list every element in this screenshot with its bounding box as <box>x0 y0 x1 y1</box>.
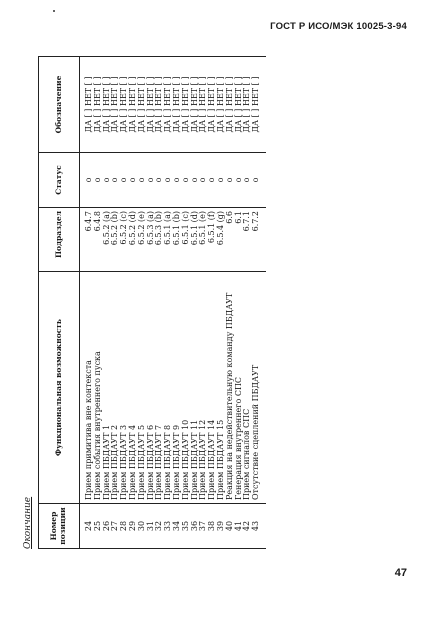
cell-status: о <box>199 153 208 208</box>
cell-designation: ДА [ ] НЕТ [ ] <box>208 57 217 153</box>
cell-position-number: 26 <box>103 504 112 549</box>
cell-designation: ДА [ ] НЕТ [ ] <box>164 57 173 153</box>
cell-position-number: 37 <box>199 504 208 549</box>
cell-designation: ДА [ ] НЕТ [ ] <box>94 57 103 153</box>
cell-functional-capability: Прием ПБДАУТ 3 <box>120 272 129 504</box>
cell-subsection: 6.1 <box>235 208 244 272</box>
page-number: 47 <box>394 567 407 579</box>
cell-functional-capability: Прием ПБДАУТ 15 <box>217 272 226 504</box>
cell-status: о <box>94 153 103 208</box>
cell-designation: ДА [ ] НЕТ [ ] <box>173 57 182 153</box>
cell-functional-capability: Прием ПБДАУТ 2 <box>111 272 120 504</box>
table-caption: Окончание <box>23 496 33 549</box>
document-code: ГОСТ Р ИСО/МЭК 10025-3-94 <box>270 21 407 32</box>
cell-functional-capability: Прием ПБДАУТ 14 <box>208 272 217 504</box>
capabilities-table <box>38 56 266 549</box>
cell-position-number: 35 <box>182 504 191 549</box>
cell-designation: ДА [ ] НЕТ [ ] <box>120 57 129 153</box>
rotated-table-block <box>23 55 285 549</box>
cell-designation: ДА [ ] НЕТ [ ] <box>199 57 208 153</box>
cell-functional-capability: Прием ПБДАУТ 12 <box>199 272 208 504</box>
cell-status: о <box>80 153 94 208</box>
cell-status: о <box>138 153 147 208</box>
header-status: Статус <box>39 153 80 208</box>
table-body <box>80 57 266 549</box>
cell-status: о <box>164 153 173 208</box>
cell-subsection: 6.6 <box>226 208 235 272</box>
cell-subsection: 6.5.2 (e) <box>138 208 147 272</box>
cell-subsection: 6.5.3 (a) <box>147 208 156 272</box>
cell-position-number: 31 <box>147 504 156 549</box>
cell-functional-capability: Прием ПБДАУТ 8 <box>164 272 173 504</box>
cell-subsection: 6.5.1 (b) <box>173 208 182 272</box>
cell-status: о <box>111 153 120 208</box>
cell-functional-capability: Прием примитива вне контекста <box>80 272 94 504</box>
cell-functional-capability: Прием ПБДАУТ 4 <box>129 272 138 504</box>
speck <box>53 10 55 12</box>
cell-subsection: 6.7.2 <box>252 208 266 272</box>
cell-position-number: 24 <box>80 504 94 549</box>
cell-subsection: 6.5.1 (a) <box>164 208 173 272</box>
cell-position-number: 40 <box>226 504 235 549</box>
cell-subsection: 6.5.4 (g) <box>217 208 226 272</box>
cell-designation: ДА [ ] НЕТ [ ] <box>182 57 191 153</box>
cell-status: о <box>147 153 156 208</box>
header-position-number: Номер позиции <box>39 504 80 549</box>
cell-functional-capability: Прием события внутреннего пуска <box>94 272 103 504</box>
cell-designation: ДА [ ] НЕТ [ ] <box>217 57 226 153</box>
cell-subsection: 6.5.2 (c) <box>120 208 129 272</box>
cell-functional-capability: Прием ПБДАУТ 6 <box>147 272 156 504</box>
cell-position-number: 28 <box>120 504 129 549</box>
cell-designation: ДА [ ] НЕТ [ ] <box>226 57 235 153</box>
cell-functional-capability: Прием ПБДАУТ 1 <box>103 272 112 504</box>
cell-status: о <box>155 153 164 208</box>
cell-functional-capability: Генерация внутреннего СПС <box>235 272 244 504</box>
cell-position-number: 33 <box>164 504 173 549</box>
cell-functional-capability: Прием ПБДАУТ 9 <box>173 272 182 504</box>
cell-functional-capability: Прием ПБДАУТ 11 <box>191 272 200 504</box>
cell-position-number: 36 <box>191 504 200 549</box>
cell-designation: ДА [ ] НЕТ [ ] <box>147 57 156 153</box>
cell-subsection: 6.5.1 (f) <box>208 208 217 272</box>
cell-status: о <box>235 153 244 208</box>
cell-position-number: 32 <box>155 504 164 549</box>
cell-status: о <box>173 153 182 208</box>
cell-subsection: 6.4.7 <box>80 208 94 272</box>
cell-status: о <box>182 153 191 208</box>
cell-subsection: 6.5.2 (b) <box>111 208 120 272</box>
cell-status: о <box>120 153 129 208</box>
cell-designation: ДА [ ] НЕТ [ ] <box>80 57 94 153</box>
cell-status: о <box>226 153 235 208</box>
cell-functional-capability: Реакция на недействительную команду ПБДАУТ <box>226 272 235 504</box>
table-row <box>80 57 94 549</box>
cell-position-number: 30 <box>138 504 147 549</box>
cell-subsection: 6.7.1 <box>243 208 252 272</box>
cell-subsection: 6.5.3 (b) <box>155 208 164 272</box>
cell-position-number: 29 <box>129 504 138 549</box>
cell-designation: ДА [ ] НЕТ [ ] <box>243 57 252 153</box>
cell-functional-capability: Прием ПБДАУТ 7 <box>155 272 164 504</box>
cell-designation: ДА [ ] НЕТ [ ] <box>129 57 138 153</box>
cell-designation: ДА [ ] НЕТ [ ] <box>235 57 244 153</box>
cell-status: о <box>243 153 252 208</box>
cell-designation: ДА [ ] НЕТ [ ] <box>111 57 120 153</box>
table-row <box>252 57 266 549</box>
cell-functional-capability: Отсутствие сцеплений ПБДАУТ <box>252 272 266 504</box>
table-header-row <box>39 57 80 549</box>
cell-position-number: 39 <box>217 504 226 549</box>
cell-status: о <box>191 153 200 208</box>
cell-position-number: 43 <box>252 504 266 549</box>
cell-status: о <box>252 153 266 208</box>
cell-designation: ДА [ ] НЕТ [ ] <box>252 57 266 153</box>
cell-status: о <box>129 153 138 208</box>
cell-status: о <box>103 153 112 208</box>
cell-subsection: 6.5.2 (a) <box>103 208 112 272</box>
cell-position-number: 38 <box>208 504 217 549</box>
cell-subsection: 6.5.1 (d) <box>191 208 200 272</box>
header-subsection: Подраздел <box>39 208 80 272</box>
cell-position-number: 27 <box>111 504 120 549</box>
cell-designation: ДА [ ] НЕТ [ ] <box>155 57 164 153</box>
cell-designation: ДА [ ] НЕТ [ ] <box>138 57 147 153</box>
cell-subsection: 6.5.2 (d) <box>129 208 138 272</box>
cell-position-number: 42 <box>243 504 252 549</box>
cell-status: о <box>217 153 226 208</box>
cell-position-number: 41 <box>235 504 244 549</box>
header-designation: Обозначение <box>39 57 80 153</box>
cell-designation: ДА [ ] НЕТ [ ] <box>103 57 112 153</box>
cell-position-number: 25 <box>94 504 103 549</box>
cell-designation: ДА [ ] НЕТ [ ] <box>191 57 200 153</box>
cell-subsection: 6.5.1 (e) <box>199 208 208 272</box>
cell-functional-capability: Прием ПБДАУТ 10 <box>182 272 191 504</box>
cell-subsection: 6.5.1 (c) <box>182 208 191 272</box>
cell-position-number: 34 <box>173 504 182 549</box>
cell-functional-capability: Прием сигналов СПС <box>243 272 252 504</box>
cell-subsection: 6.4.8 <box>94 208 103 272</box>
cell-functional-capability: Прием ПБДАУТ 5 <box>138 272 147 504</box>
header-functional-capability: Функциональная возможность <box>39 272 80 504</box>
cell-status: о <box>208 153 217 208</box>
